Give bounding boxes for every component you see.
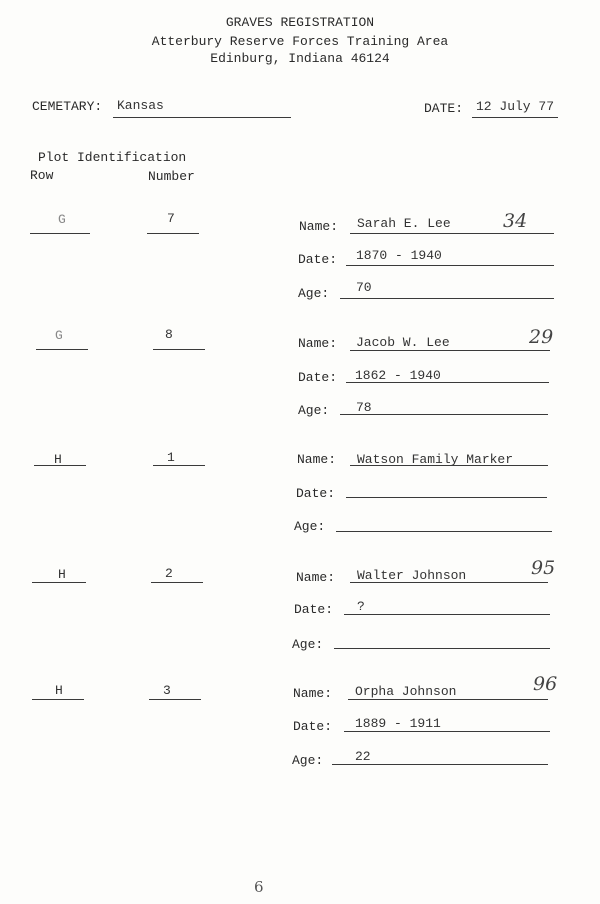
name-underline — [350, 582, 548, 583]
number-column-label: Number — [148, 169, 195, 184]
age-underline — [332, 764, 548, 765]
date-field-label: Date: — [298, 252, 338, 267]
age-label: Age: — [294, 519, 326, 534]
handwritten-note: 29 — [529, 326, 554, 348]
name-value: Jacob W. Lee — [356, 335, 450, 350]
row-underline — [36, 349, 88, 350]
handwritten-note: 96 — [533, 673, 558, 695]
form-subtitle-location: Atterbury Reserve Forces Training Area — [151, 34, 449, 49]
row-underline — [34, 465, 86, 466]
form-title: GRAVES REGISTRATION — [225, 15, 375, 30]
age-underline — [340, 414, 548, 415]
date-value: 12 July 77 — [476, 99, 555, 114]
row-value: H — [58, 567, 66, 582]
name-value: Sarah E. Lee — [357, 216, 451, 231]
row-underline — [32, 699, 84, 700]
date-field-label: Date: — [298, 370, 338, 385]
form-subtitle-address: Edinburg, Indiana 46124 — [210, 51, 390, 66]
name-label: Name: — [296, 570, 336, 585]
number-underline — [153, 349, 205, 350]
number-underline — [151, 582, 203, 583]
number-value: 7 — [167, 211, 175, 226]
number-value: 3 — [163, 683, 171, 698]
name-value: Walter Johnson — [357, 568, 467, 583]
age-underline — [340, 298, 554, 299]
date-field-label: Date: — [296, 486, 336, 501]
number-underline — [147, 233, 199, 234]
number-value: 2 — [165, 566, 173, 581]
name-label: Name: — [298, 336, 338, 351]
age-value: 78 — [356, 400, 372, 415]
row-underline — [30, 233, 90, 234]
name-value: Watson Family Marker — [357, 452, 514, 467]
number-value: 1 — [167, 450, 175, 465]
age-value: 22 — [355, 749, 371, 764]
number-underline — [153, 465, 205, 466]
dates-underline — [346, 497, 547, 498]
dates-underline — [344, 614, 550, 615]
dates-underline — [344, 731, 550, 732]
date-underline — [472, 117, 558, 118]
cemetery-label: CEMETARY: — [32, 99, 103, 114]
name-label: Name: — [293, 686, 333, 701]
dates-value: ? — [357, 599, 365, 614]
age-underline — [334, 648, 550, 649]
age-label: Age: — [292, 753, 324, 768]
name-underline — [350, 465, 548, 466]
handwritten-note: 95 — [531, 557, 556, 579]
dates-underline — [346, 265, 554, 266]
name-underline — [350, 233, 554, 234]
page-number: 6 — [254, 878, 264, 896]
name-label: Name: — [299, 219, 339, 234]
row-underline — [32, 582, 86, 583]
age-label: Age: — [298, 403, 330, 418]
name-value: Orpha Johnson — [355, 684, 457, 699]
name-label: Name: — [297, 452, 337, 467]
date-label: DATE: — [424, 101, 464, 116]
row-value: H — [55, 683, 63, 698]
date-field-label: Date: — [293, 719, 333, 734]
cemetery-value: Kansas — [117, 98, 164, 113]
cemetery-underline — [113, 117, 291, 118]
date-field-label: Date: — [294, 602, 334, 617]
dates-value: 1862 - 1940 — [355, 368, 441, 383]
name-underline — [350, 350, 550, 351]
row-value: H — [54, 452, 62, 467]
name-underline — [348, 699, 548, 700]
plot-heading: Plot Identification — [38, 150, 187, 165]
age-label: Age: — [292, 637, 324, 652]
handwritten-note: 34 — [503, 210, 528, 232]
age-value: 70 — [356, 280, 372, 295]
dates-underline — [346, 382, 549, 383]
dates-value: 1889 - 1911 — [355, 716, 441, 731]
age-underline — [336, 531, 552, 532]
row-value: G — [58, 212, 66, 227]
row-column-label: Row — [30, 168, 54, 183]
dates-value: 1870 - 1940 — [356, 248, 442, 263]
age-label: Age: — [298, 286, 330, 301]
number-value: 8 — [165, 327, 173, 342]
row-value: G — [55, 328, 63, 343]
number-underline — [149, 699, 201, 700]
